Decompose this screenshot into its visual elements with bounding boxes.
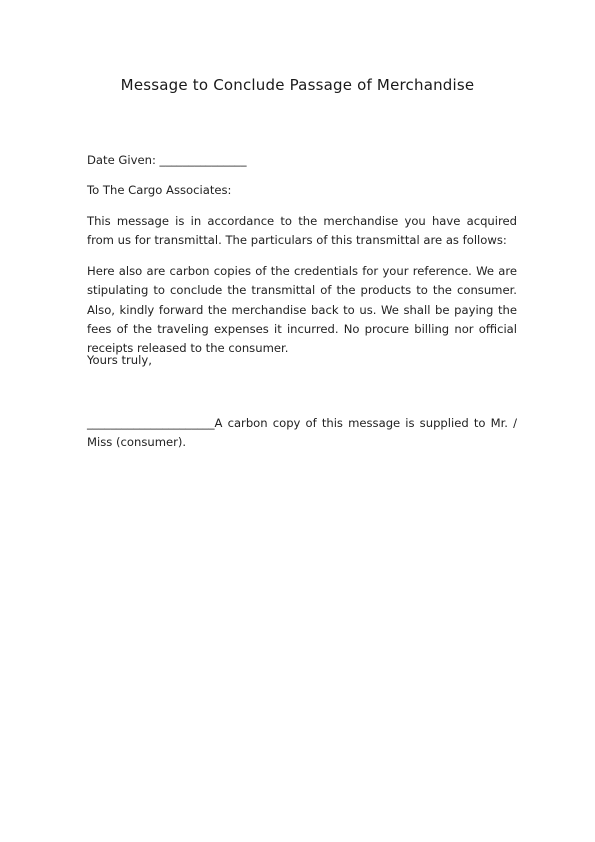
paragraph-carbon-copy: ______________________A carbon copy of this message is supplied to Mr. / Miss (consumer). bbox=[87, 416, 517, 450]
closing: Yours truly, bbox=[87, 353, 152, 367]
date-line: Date Given: _______________ bbox=[87, 153, 247, 167]
salutation: To The Cargo Associates: bbox=[87, 183, 232, 197]
paragraph-details: Here also are carbon copies of the credentials for your reference. We are stipulating to conclude the transmittal of the products to the consumer. Also, kindly forward the merchandise back to us. We shall be paying the fees of the traveling expenses it incurred. No procure billing nor official receipts released to the consumer. bbox=[87, 264, 517, 356]
document-title: Message to Conclude Passage of Merchandise bbox=[120, 76, 475, 94]
paragraph-intro: This message is in accordance to the merchandise you have acquired from us for transmittal. The particulars of this transmittal are as follows: bbox=[87, 214, 517, 248]
